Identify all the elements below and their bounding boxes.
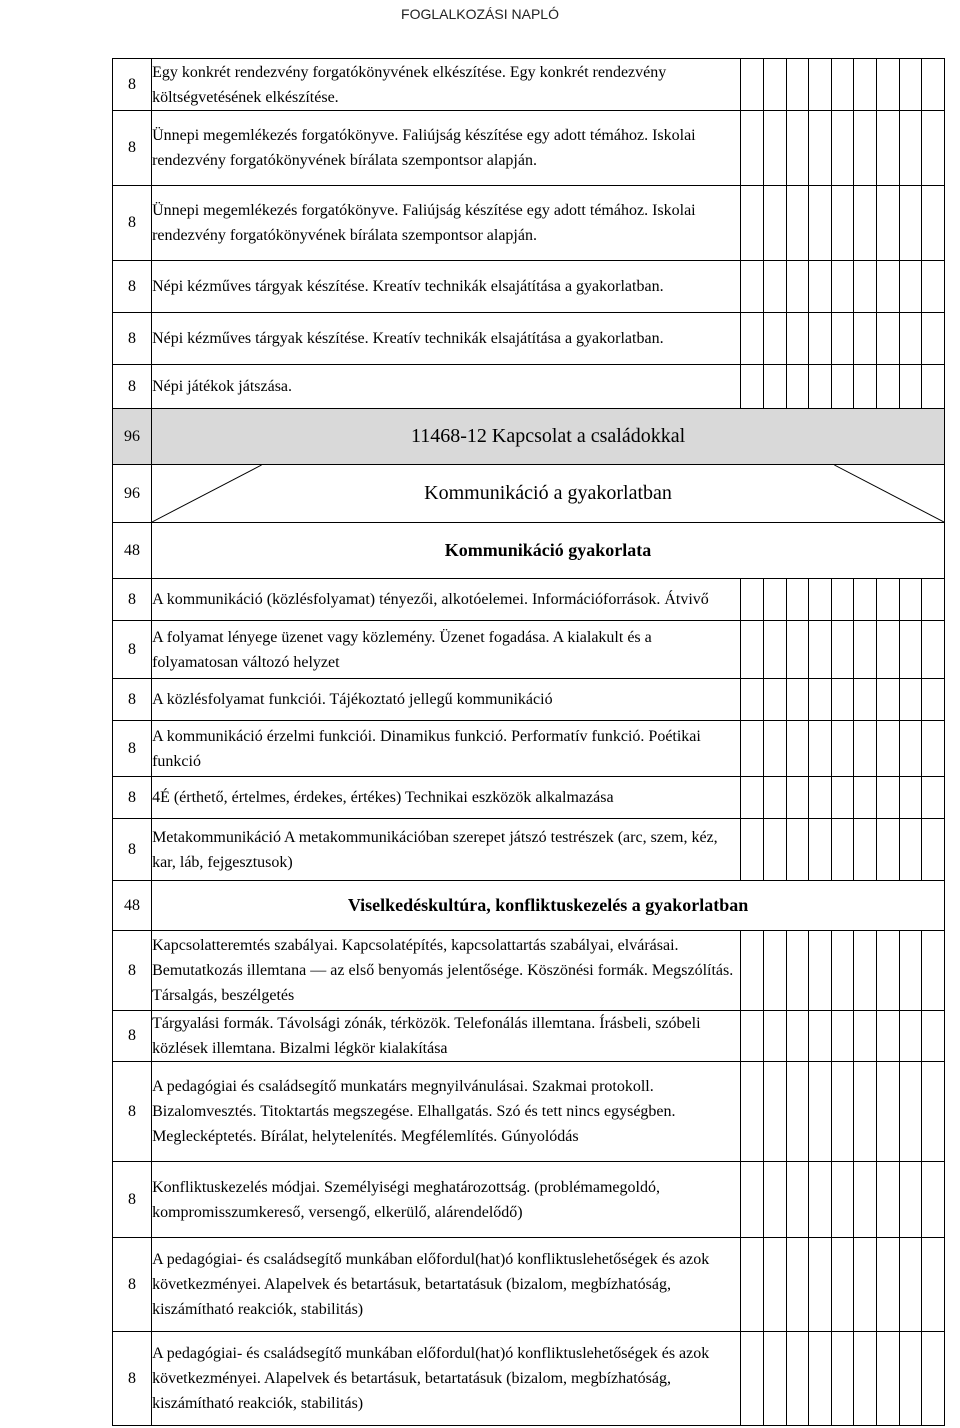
topic-cell: A pedagógiai- és családsegítő munkában előfordul(hat)ó konfliktuslehetőségek és azok következményei. Alapelvek és betartásuk, betartatásuk (bizalom, megbízhatóság, kiszámítható reakciók, stabilitás) xyxy=(152,1332,741,1426)
blank-cell xyxy=(899,1332,922,1426)
topic-cell: A kommunikáció érzelmi funkciói. Dinamikus funkció. Performatív funkció. Poétikai funkció xyxy=(152,721,741,777)
blank-cell xyxy=(809,1062,832,1162)
blank-cell xyxy=(922,1011,945,1062)
blank-cell xyxy=(741,111,764,186)
blank-cell xyxy=(786,1062,809,1162)
topic-cell: Egy konkrét rendezvény forgatókönyvének elkészítése. Egy konkrét rendezvény költségvetésének elkészítése. xyxy=(152,59,741,111)
hours-cell: 8 xyxy=(113,721,152,777)
blank-cell xyxy=(786,819,809,881)
blank-cell xyxy=(854,1238,877,1332)
module-title: 11468-12 Kapcsolat a családokkal xyxy=(152,409,945,465)
blank-cell xyxy=(741,1238,764,1332)
blank-cell xyxy=(877,777,900,819)
blank-cell xyxy=(831,1238,854,1332)
hours-cell: 96 xyxy=(113,465,152,523)
blank-cell xyxy=(854,1062,877,1162)
page-header: FOGLALKOZÁSI NAPLÓ xyxy=(401,6,559,22)
blank-cell xyxy=(809,365,832,409)
blank-cell xyxy=(831,59,854,111)
blank-cell xyxy=(922,313,945,365)
blank-cell xyxy=(831,721,854,777)
blank-cell xyxy=(809,819,832,881)
blank-cell xyxy=(899,721,922,777)
hours-cell: 8 xyxy=(113,261,152,313)
blank-cell xyxy=(899,365,922,409)
blank-cell xyxy=(854,1332,877,1426)
blank-cell xyxy=(763,679,786,721)
subject-title-text: Kommunikáció a gyakorlatban xyxy=(424,482,672,504)
table-row xyxy=(113,59,945,111)
hours-cell: 8 xyxy=(113,1332,152,1426)
blank-cell xyxy=(854,313,877,365)
blank-cell xyxy=(831,261,854,313)
topic-cell: A pedagógiai- és családsegítő munkában előfordul(hat)ó konfliktuslehetőségek és azok következményei. Alapelvek és betartásuk, betartatásuk (bizalom, megbízhatóság, kiszámítható reakciók, stabilitás) xyxy=(152,1238,741,1332)
hours-cell: 8 xyxy=(113,1062,152,1162)
blank-cell xyxy=(831,111,854,186)
blank-cell xyxy=(786,59,809,111)
hours-cell: 8 xyxy=(113,1238,152,1332)
blank-cell xyxy=(763,1011,786,1062)
blank-cell xyxy=(786,261,809,313)
topic-row xyxy=(113,881,945,931)
blank-cell xyxy=(786,365,809,409)
hours-cell: 8 xyxy=(113,186,152,261)
blank-cell xyxy=(854,261,877,313)
topic-cell: A közlésfolyamat funkciói. Tájékoztató jellegű kommunikáció xyxy=(152,679,741,721)
blank-cell xyxy=(877,931,900,1011)
blank-cell xyxy=(877,111,900,186)
blank-cell xyxy=(854,721,877,777)
blank-cell xyxy=(899,1011,922,1062)
blank-cell xyxy=(741,721,764,777)
blank-cell xyxy=(831,1011,854,1062)
blank-cell xyxy=(763,1162,786,1238)
blank-cell xyxy=(786,579,809,621)
blank-cell xyxy=(786,777,809,819)
blank-cell xyxy=(763,261,786,313)
table-row xyxy=(113,111,945,186)
blank-cell xyxy=(899,819,922,881)
blank-cell xyxy=(741,365,764,409)
blank-cell xyxy=(877,579,900,621)
table-row xyxy=(113,931,945,1011)
blank-cell xyxy=(854,1162,877,1238)
blank-cell xyxy=(899,59,922,111)
blank-cell xyxy=(922,621,945,679)
blank-cell xyxy=(922,1162,945,1238)
blank-cell xyxy=(741,579,764,621)
blank-cell xyxy=(809,931,832,1011)
blank-cell xyxy=(854,679,877,721)
blank-cell xyxy=(763,1332,786,1426)
hours-cell: 48 xyxy=(113,523,152,579)
blank-cell xyxy=(763,579,786,621)
blank-cell xyxy=(831,1332,854,1426)
blank-cell xyxy=(809,186,832,261)
blank-cell xyxy=(831,819,854,881)
blank-cell xyxy=(922,777,945,819)
topic-cell: Metakommunikáció A metakommunikációban szerepet játszó testrészek (arc, szem, kéz, kar, láb, fejgesztusok) xyxy=(152,819,741,881)
blank-cell xyxy=(877,59,900,111)
blank-cell xyxy=(741,1162,764,1238)
blank-cell xyxy=(809,261,832,313)
blank-cell xyxy=(786,186,809,261)
blank-cell xyxy=(809,313,832,365)
blank-cell xyxy=(741,1332,764,1426)
blank-cell xyxy=(763,365,786,409)
hours-cell: 8 xyxy=(113,111,152,186)
blank-cell xyxy=(763,313,786,365)
topic-cell: Népi játékok játszása. xyxy=(152,365,741,409)
blank-cell xyxy=(809,777,832,819)
blank-cell xyxy=(877,1332,900,1426)
table-row xyxy=(113,1011,945,1062)
hours-cell: 8 xyxy=(113,931,152,1011)
blank-cell xyxy=(899,1238,922,1332)
blank-cell xyxy=(877,1062,900,1162)
blank-cell xyxy=(831,365,854,409)
topic-title: Viselkedéskultúra, konfliktuskezelés a gyakorlatban xyxy=(152,881,945,931)
blank-cell xyxy=(809,679,832,721)
topic-cell: A kommunikáció (közlésfolyamat) tényezői, alkotóelemei. Információforrások. Átvivő xyxy=(152,579,741,621)
blank-cell xyxy=(809,579,832,621)
blank-cell xyxy=(763,59,786,111)
blank-cell xyxy=(763,621,786,679)
blank-cell xyxy=(922,931,945,1011)
blank-cell xyxy=(854,365,877,409)
blank-cell xyxy=(899,261,922,313)
blank-cell xyxy=(786,1162,809,1238)
blank-cell xyxy=(899,777,922,819)
blank-cell xyxy=(831,1062,854,1162)
blank-cell xyxy=(922,579,945,621)
blank-cell xyxy=(741,59,764,111)
topic-cell: Népi kézműves tárgyak készítése. Kreatív technikák elsajátítása a gyakorlatban. xyxy=(152,313,741,365)
blank-cell xyxy=(877,679,900,721)
blank-cell xyxy=(877,819,900,881)
hours-cell: 8 xyxy=(113,59,152,111)
blank-cell xyxy=(809,1011,832,1062)
blank-cell xyxy=(786,679,809,721)
blank-cell xyxy=(763,1062,786,1162)
topic-cell: Ünnepi megemlékezés forgatókönyve. Faliújság készítése egy adott témához. Iskolai rendezvény forgatókönyvének bírálata szempontsor alapján. xyxy=(152,111,741,186)
blank-cell xyxy=(741,621,764,679)
blank-cell xyxy=(854,819,877,881)
hours-cell: 8 xyxy=(113,777,152,819)
blank-cell xyxy=(877,261,900,313)
blank-cell xyxy=(854,579,877,621)
blank-cell xyxy=(899,1162,922,1238)
module-row xyxy=(113,409,945,465)
blank-cell xyxy=(899,621,922,679)
blank-cell xyxy=(899,313,922,365)
table-row xyxy=(113,365,945,409)
blank-cell xyxy=(922,186,945,261)
blank-cell xyxy=(809,721,832,777)
subject-title xyxy=(152,465,945,523)
table-row xyxy=(113,679,945,721)
hours-cell: 8 xyxy=(113,679,152,721)
blank-cell xyxy=(786,1332,809,1426)
blank-cell xyxy=(831,931,854,1011)
blank-cell xyxy=(877,365,900,409)
blank-cell xyxy=(877,313,900,365)
hours-cell: 96 xyxy=(113,409,152,465)
blank-cell xyxy=(786,1238,809,1332)
blank-cell xyxy=(741,931,764,1011)
blank-cell xyxy=(854,1011,877,1062)
blank-cell xyxy=(899,186,922,261)
blank-cell xyxy=(922,721,945,777)
blank-cell xyxy=(877,721,900,777)
blank-cell xyxy=(899,931,922,1011)
hours-cell: 8 xyxy=(113,1162,152,1238)
table-row xyxy=(113,1238,945,1332)
blank-cell xyxy=(854,777,877,819)
hours-cell: 8 xyxy=(113,1011,152,1062)
blank-cell xyxy=(922,819,945,881)
blank-cell xyxy=(741,819,764,881)
blank-cell xyxy=(786,313,809,365)
blank-cell xyxy=(809,1162,832,1238)
blank-cell xyxy=(922,1332,945,1426)
topic-cell: 4É (érthető, értelmes, érdekes, értékes) Technikai eszközök alkalmazása xyxy=(152,777,741,819)
topic-row xyxy=(113,523,945,579)
blank-cell xyxy=(831,1162,854,1238)
hours-cell: 8 xyxy=(113,313,152,365)
blank-cell xyxy=(854,111,877,186)
blank-cell xyxy=(786,111,809,186)
blank-cell xyxy=(741,1062,764,1162)
blank-cell xyxy=(831,777,854,819)
blank-cell xyxy=(899,679,922,721)
blank-cell xyxy=(763,1238,786,1332)
table-row xyxy=(113,186,945,261)
table-row xyxy=(113,1162,945,1238)
blank-cell xyxy=(763,186,786,261)
blank-cell xyxy=(922,111,945,186)
blank-cell xyxy=(922,1238,945,1332)
topic-cell: A pedagógiai és családsegítő munkatárs megnyilvánulásai. Szakmai protokoll. Bizalomvesztés. Titoktartás megszegése. Elhallgatás. Szó és tett nincs egységben. Meglecképtetés. Bírálat, helytelenítés. Megfélemlítés. Gúnyolódás xyxy=(152,1062,741,1162)
topic-cell: Konfliktuskezelés módjai. Személyiségi meghatározottság. (problémamegoldó, kompromisszumkereső, versengő, elkerülő, alárendelődő) xyxy=(152,1162,741,1238)
blank-cell xyxy=(922,1062,945,1162)
blank-cell xyxy=(763,931,786,1011)
blank-cell xyxy=(763,721,786,777)
blank-cell xyxy=(877,1162,900,1238)
blank-cell xyxy=(786,621,809,679)
table-row xyxy=(113,777,945,819)
table-row xyxy=(113,1062,945,1162)
blank-cell xyxy=(831,186,854,261)
blank-cell xyxy=(741,313,764,365)
blank-cell xyxy=(741,1011,764,1062)
blank-cell xyxy=(786,1011,809,1062)
blank-cell xyxy=(831,313,854,365)
blank-cell xyxy=(922,261,945,313)
blank-cell xyxy=(877,186,900,261)
topic-cell: Népi kézműves tárgyak készítése. Kreatív technikák elsajátítása a gyakorlatban. xyxy=(152,261,741,313)
blank-cell xyxy=(899,579,922,621)
topic-cell: Kapcsolatteremtés szabályai. Kapcsolatépítés, kapcsolattartás szabályai, elvárásai. Bemutatkozás illemtana — az első benyomás jelentősége. Köszönési formák. Megszólítás. Társalgás, beszélgetés xyxy=(152,931,741,1011)
table-row xyxy=(113,721,945,777)
blank-cell xyxy=(741,261,764,313)
blank-cell xyxy=(809,1332,832,1426)
blank-cell xyxy=(922,679,945,721)
topic-cell: A folyamat lényege üzenet vagy közlemény. Üzenet fogadása. A kialakult és a folyamatosan változó helyzet xyxy=(152,621,741,679)
table-row xyxy=(113,621,945,679)
blank-cell xyxy=(809,621,832,679)
table-row xyxy=(113,261,945,313)
subject-row xyxy=(113,465,945,523)
topic-cell: Tárgyalási formák. Távolsági zónák, térközök. Telefonálás illemtana. Írásbeli, szóbeli közlések illemtana. Bizalmi légkör kialakítása xyxy=(152,1011,741,1062)
blank-cell xyxy=(809,1238,832,1332)
hours-cell: 8 xyxy=(113,819,152,881)
blank-cell xyxy=(899,1062,922,1162)
blank-cell xyxy=(741,679,764,721)
blank-cell xyxy=(854,59,877,111)
blank-cell xyxy=(831,579,854,621)
table-row xyxy=(113,313,945,365)
hours-cell: 8 xyxy=(113,621,152,679)
blank-cell xyxy=(922,59,945,111)
table-row xyxy=(113,579,945,621)
hours-cell: 8 xyxy=(113,579,152,621)
blank-cell xyxy=(741,777,764,819)
hours-cell: 48 xyxy=(113,881,152,931)
hours-cell: 8 xyxy=(113,365,152,409)
blank-cell xyxy=(741,186,764,261)
table-row xyxy=(113,1332,945,1426)
blank-cell xyxy=(763,777,786,819)
blank-cell xyxy=(786,721,809,777)
blank-cell xyxy=(786,931,809,1011)
blank-cell xyxy=(763,819,786,881)
topic-title: Kommunikáció gyakorlata xyxy=(152,523,945,579)
blank-cell xyxy=(877,621,900,679)
curriculum-table xyxy=(112,58,945,1426)
blank-cell xyxy=(877,1238,900,1332)
blank-cell xyxy=(831,621,854,679)
blank-cell xyxy=(763,111,786,186)
table-row xyxy=(113,819,945,881)
blank-cell xyxy=(854,186,877,261)
blank-cell xyxy=(854,931,877,1011)
blank-cell xyxy=(922,365,945,409)
blank-cell xyxy=(877,1011,900,1062)
topic-cell: Ünnepi megemlékezés forgatókönyve. Faliújság készítése egy adott témához. Iskolai rendezvény forgatókönyvének bírálata szempontsor alapján. xyxy=(152,186,741,261)
blank-cell xyxy=(854,621,877,679)
blank-cell xyxy=(809,111,832,186)
blank-cell xyxy=(899,111,922,186)
blank-cell xyxy=(809,59,832,111)
blank-cell xyxy=(831,679,854,721)
